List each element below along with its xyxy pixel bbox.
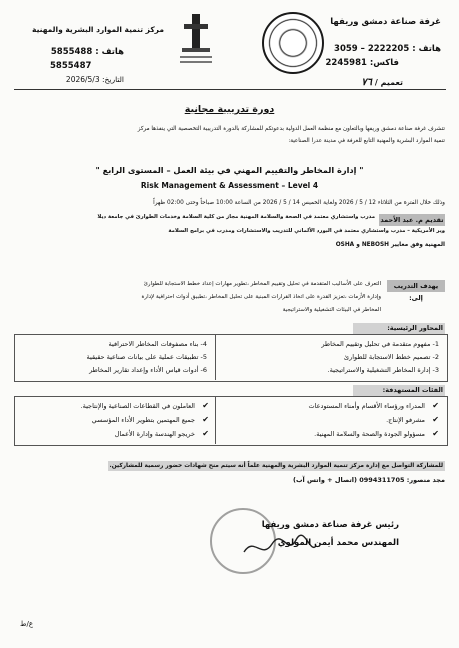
intro-line-1: تتشرف غرفة صناعة دمشق وريفها وبالتعاون مع منظمة العمل الدولية بدعوتكم للمشاركة بالدورة التدريبية التخصصية التي ينفذها مركز bbox=[137, 126, 445, 132]
goal-line-3: المخاطر في البيئات التشغيلية والاستراتيجية bbox=[282, 307, 381, 313]
date-label: التاريخ: bbox=[102, 75, 124, 84]
presenter-label: تقديم م. عبد الأحمد bbox=[380, 216, 444, 224]
presenter-line-2: وير الأمريكية – مدرب واستشاري معتمد في البورد الألماني للتدريب والاستشارات ومدرب في برامج السلامة bbox=[168, 228, 445, 234]
contact-line-1: للمشاركة التواصل مع إدارة مركز تنمية الموارد البشرية والمهنية علماً أنه سيتم منح شهادات حضور رسمية للمشاركين. bbox=[109, 463, 443, 469]
right-fax-label: فاكس: bbox=[369, 58, 399, 68]
goal-line-1: التعرف على الأساليب المتقدمة في تحليل وتقييم المخاطر ،تطوير مهارات إعداد خطط الاستجابة للطوارئ bbox=[143, 281, 381, 287]
checkmark-icon: ✔ bbox=[202, 415, 209, 424]
document-title: دورة تدريبية مجانية bbox=[184, 104, 275, 115]
audience-label: الفئات المستهدفة: bbox=[353, 385, 445, 396]
circular-number: ٧٦ bbox=[361, 77, 373, 88]
left-phone-row bbox=[14, 47, 124, 57]
chamber-seal-logo bbox=[262, 12, 324, 74]
audience-item: مشرفو الإنتاج. bbox=[386, 416, 425, 424]
right-fax-value: 2245981 bbox=[325, 58, 367, 68]
circular-number-row bbox=[361, 77, 403, 88]
left-fax-value: 5855487 bbox=[50, 61, 92, 71]
topic-item: 6- أدوات قياس الأداء وإعداد تقارير المخاطر bbox=[89, 366, 207, 374]
checkmark-icon: ✔ bbox=[432, 415, 439, 424]
signatory-name: المهندس محمد أيمن المولوي bbox=[277, 538, 399, 548]
hr-center-logo bbox=[176, 10, 216, 68]
right-fax-row bbox=[326, 58, 400, 68]
right-phone-row bbox=[334, 44, 441, 54]
contact-phone: 0994311705 (اتصال + واتس آب) bbox=[293, 476, 405, 484]
signatory-title: رئيس غرفة صناعة دمشق وريفها bbox=[261, 520, 399, 530]
right-phone-value: 3059 – 2222205 bbox=[334, 44, 410, 54]
topic-item: 4- بناء مصفوفات المخاطر الاحترافية bbox=[108, 340, 207, 348]
footer-code: ع/ط bbox=[20, 620, 34, 628]
topic-item: 2- تصميم خطط الاستجابة للطوارئ bbox=[343, 353, 439, 361]
contact-name: مجد منصور: bbox=[406, 476, 445, 484]
course-title-en: Risk Management & Assessment – Level 4 bbox=[140, 181, 319, 190]
left-phone-label: هاتف : bbox=[95, 47, 124, 57]
course-period: وذلك خلال الفترة من الثلاثاء 12 / 5 / 2026 ولغاية الخميس 14 / 5 / 2026 من الساعة 10:00 صباحاً وحتى 02:00 ظهراً bbox=[153, 200, 445, 206]
audience-item: العاملون في القطاعات الصناعية والإنتاجية. bbox=[80, 402, 195, 410]
audience-mid-divider bbox=[215, 396, 216, 444]
right-org-name: غرفة صناعة دمشق وريفها bbox=[330, 17, 441, 27]
date-row bbox=[14, 75, 124, 84]
presenter-line-3: المهنية وفق معايير NEBOSH و OSHA bbox=[335, 242, 445, 248]
audience-item: جميع المهتمين بتطوير الأداء المؤسسي bbox=[91, 416, 195, 424]
topics-mid-divider bbox=[215, 334, 216, 380]
audience-item: مسؤولو الجودة والصحة والسلامة المهنية. bbox=[314, 430, 425, 438]
checkmark-icon: ✔ bbox=[432, 401, 439, 410]
circular-label: تعميم / bbox=[374, 78, 403, 87]
audience-item: خريجو الهندسة وإدارة الأعمال bbox=[114, 430, 195, 438]
goal-label: يهدف التدريب إلى: bbox=[387, 280, 445, 292]
checkmark-icon: ✔ bbox=[202, 401, 209, 410]
intro-line-2: تنمية الموارد البشرية والمهنية التابع للغرفة في مدينة عدرا الصناعية: bbox=[288, 138, 445, 144]
course-title-ar: " إدارة المخاطر والتقييم المهني في بيئة العمل – المستوى الرابع " bbox=[95, 165, 364, 175]
topic-item: 3- إدارة المخاطر التشغيلية والاستراتيجية. bbox=[327, 366, 439, 374]
topic-item: 5- تطبيقات عملية على بيانات صناعية حقيقية bbox=[86, 353, 207, 361]
date-value: 2026/5/3 bbox=[65, 75, 100, 84]
contact-line-2 bbox=[293, 476, 445, 484]
right-phone-label: هاتف : bbox=[412, 44, 441, 54]
checkmark-icon: ✔ bbox=[202, 429, 209, 438]
topic-item: 1- مفهوم متقدمة في تحليل وتقييم المخاطر bbox=[321, 340, 439, 348]
presenter-line-1: مدرب واستشاري معتمد في الصحة والسلامة المهنية مجاز من كلية السلامة وخدمات الطوارئ في جامعة ديلا bbox=[97, 214, 375, 220]
left-phone-value: 5855488 bbox=[50, 47, 93, 57]
audience-item: المدراء ورؤساء الأقسام وأمناء المستودعات bbox=[308, 402, 425, 410]
topics-label: المحاور الرئيسية: bbox=[353, 323, 445, 334]
header-divider bbox=[14, 89, 446, 90]
goal-line-2: وإدارة الأزمات ،تعزيز القدرة على اتخاذ القرارات المبنية على تحليل المخاطر ،تطبيق أدوات احترافية لإدارة bbox=[141, 294, 381, 300]
checkmark-icon: ✔ bbox=[432, 429, 439, 438]
left-org-name: مركز تنمية الموارد البشرية والمهنية bbox=[32, 25, 164, 34]
